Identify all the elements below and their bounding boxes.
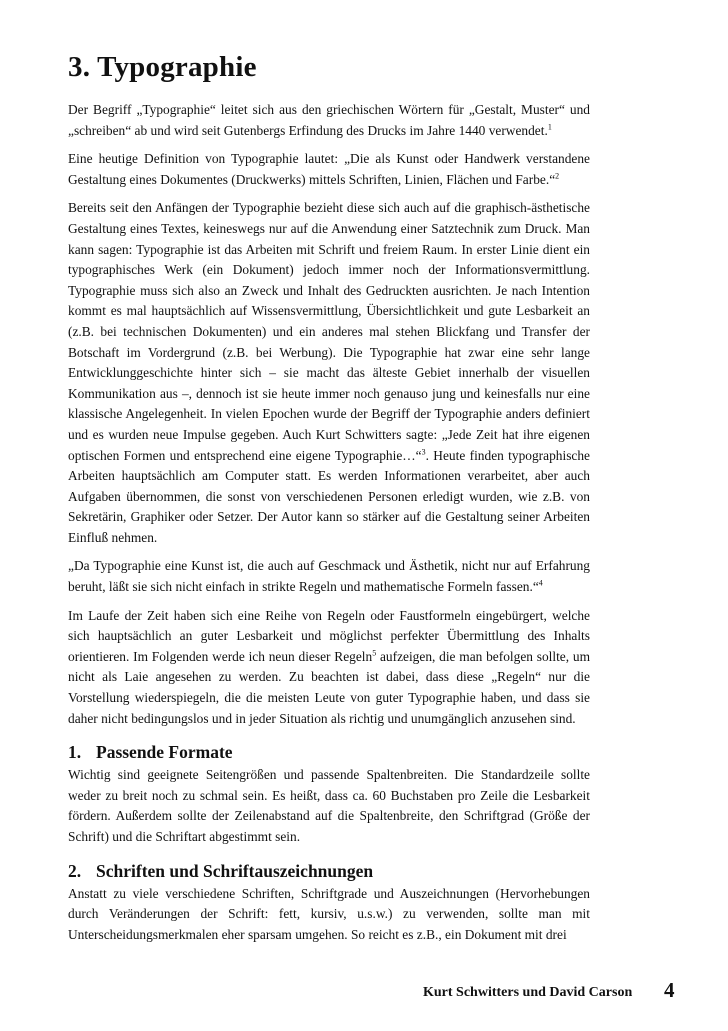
document-page [68, 50, 590, 953]
footnote-ref-1: 1 [547, 122, 552, 132]
paragraph-1: Der Begriff „Typographie“ leitet sich aus den griechischen Wörtern für „Gestalt, Muster“ und „schreiben“ ab und wird seit Gutenbergs Erfindung des Drucks im Jahre 1440 verwendet.$^1$ [68, 102, 590, 138]
page-title: 3. Typographie [68, 51, 257, 83]
paragraph-4: „Da Typographie eine Kunst ist, die auch auf Geschmack und Ästhetik, nicht nur auf Erfahrung beruht, läßt sie sich nicht einfach in strikte Regeln und mathematische Formeln fassen.“$^4$ [68, 558, 590, 595]
section-text-1: Wichtig sind geeignete Seitengrößen und passende Spaltenbreiten. Die Standardzeile sollte weder zu breit noch zu schmal sein. Es heißt, dass ca. 60 Buchstaben pro Zeile die Lesbarkeit fördern. Außerdem sollte der Zeilenabstand auf die Spaltenbreite, den Schriftgrad (Größe der Schrift) und die Schriftart abgestimmt sein. [68, 767, 590, 844]
footnote-ref-2: 2 [555, 171, 560, 181]
running-footer: Kurt Schwitters und David Carson [423, 985, 633, 1000]
footnote-ref-4: 4 [538, 578, 543, 588]
section-heading-1: 1. Passende Formate [68, 742, 233, 763]
paragraph-3: Bereits seit den Anfängen der Typographie bezieht diese sich auch auf die graphisch-ästhetische Gestaltung eines Textes, keineswegs nur auf die Anwendung einer Satztechnik zum Druck. Man kann sagen: Typographie ist das Arbeiten mit Schrift und freiem Raum. In erster Linie dient ein typographisches Werk (ein Dokument) jedoch immer noch der Informationsvermittlung. Typographie muss sich also an Zweck und Inhalt des Gedruckten ausrichten. Je nach Intention kommt es mal hauptsächlich auf Wissensvermittlung, Übersichtlichkeit und gute Lesbarkeit an (z.B. bei technischen Dokumenten) und ein anderes mal stehen Blickfang und Transfer der Botschaft im Vordergrund (z.B. bei Werbung). Die Typographie hat zwar eine sehr lange Entwicklunggeschichte hinter sich – sie macht das älteste Gebiet innerhalb der visuellen Kommunikation aus –, dennoch ist sie heute immer noch genauso jung und keinesfalls nur eine klassische Angelegenheit. In vielen Epochen wurde der Begriff der Typographie anders definiert und es wurden neue Impulse gegeben. Auch Kurt Schwitters sagte: „Jede Zeit hat ihre eigenen optischen Formen und entsprechend eine eigene Typographie…“$^3$. Heute finden typographische Arbeiten hauptsächlich am Computer statt. Es werden Informationen verarbeitet, aber auch Aufgaben übernommen, die sonst von verschiedenen Personen erledigt wurden, wie z.B. von Sekretärin, Graphiker oder Setzer. Der Autor kann so stärker auf die Gestaltung seiner Arbeiten Einfluß nehmen. [68, 200, 590, 545]
page-number: 4 [664, 978, 675, 1002]
section-heading-2: 2. Schriften und Schriftauszeichnungen [68, 860, 374, 881]
paragraph-2: Eine heutige Definition von Typographie lautet: „Die als Kunst oder Handwerk verstandene Gestaltung eines Dokumentes (Druckwerks) mittels Schriften, Linien, Flächen und Farbe.“$^2$ [68, 151, 590, 187]
paragraph-5: Im Laufe der Zeit haben sich eine Reihe von Regeln oder Faustformeln eingebürgert, welche sich hauptsächlich an guter Lesbarkeit und möglichst perfekter Übermittlung des Inhalts orientieren. Im Folgenden werde ich neun dieser Regeln$^5$ aufzeigen, die man befolgen sollte, um nicht als Laie angesehen zu werden. Zu beachten ist dabei, dass diese „Regeln“ nur die Vorstellung wiederspiegeln, die die meisten Leute von guter Typographie haben, und dass sie daher nicht bedingungslos und in jeder Situation als richtig und unumgänglich anzusehen sind. [68, 607, 590, 726]
footnote-ref-3: 3 [421, 447, 426, 457]
section-text-2: Anstatt zu viele verschiedene Schriften, Schriftgrade und Auszeichnungen (Hervorhebungen durch Veränderungen der Schrift: fett, kursiv, u.s.w.) zu verwenden, sollte man mit Unterscheidungsmerkmalen eher sparsam umgehen. So reicht es z.B., ein Dokument mit drei [68, 885, 590, 942]
footnote-ref-5: 5 [372, 648, 377, 658]
